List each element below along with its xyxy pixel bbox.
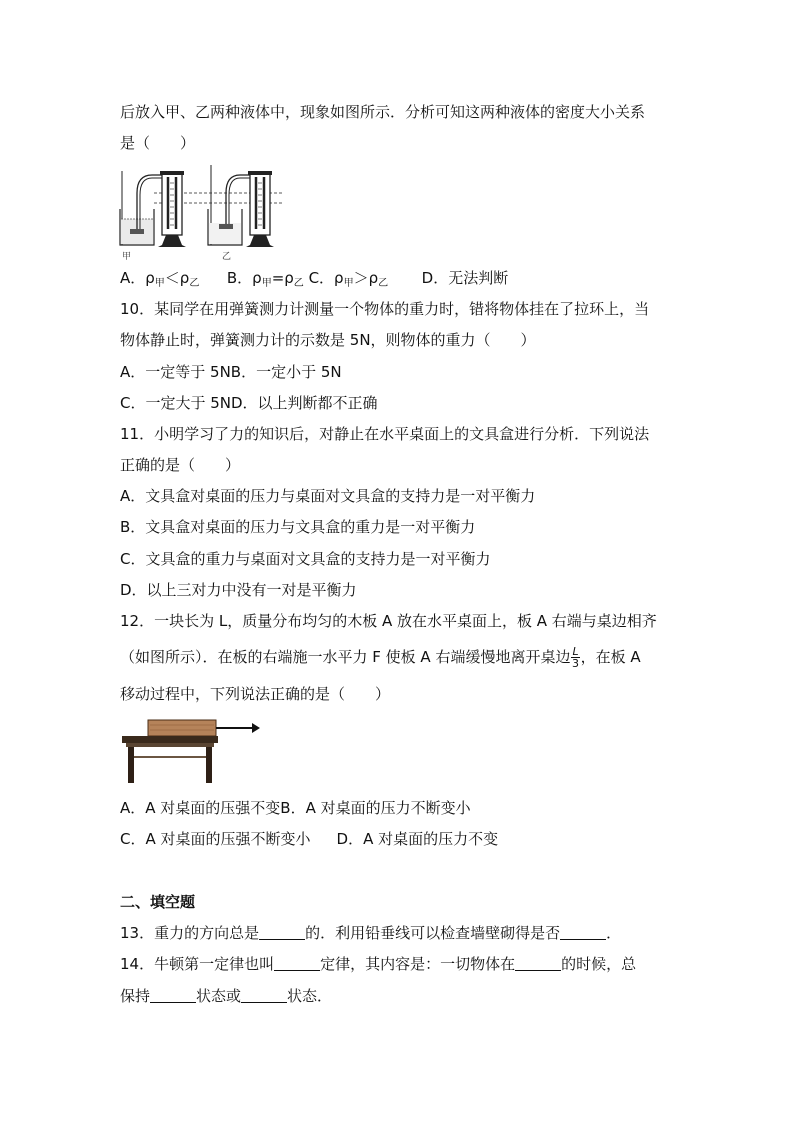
q12-options-cd: C．A 对桌面的压强不断变小 D．A 对桌面的压力不变 (120, 830, 499, 848)
q13-line: 13．重力的方向总是 的．利用铅垂线可以检查墙壁砌得是否 ． (120, 924, 622, 942)
q12-line2: （如图所示）．在板的右端施一水平力 F 使板 A 右端缓慢地离开桌边 $\frac{L}{3}$ ，在板 A (120, 645, 641, 670)
q9-option-b: B．$\rho_甲=\rho_乙$ (226, 269, 304, 289)
q11-option-d: D．以上三对力中没有一对是平衡力 (120, 581, 357, 599)
fraction-l-over-3: $\frac{L}{3}$ (572, 645, 580, 670)
fig-label-yi: 乙 (222, 252, 232, 261)
q9-line2: 是（ ） (120, 134, 196, 152)
q11-line1: 11．小明学习了力的知识后，对静止在水平桌面上的文具盒进行分析．下列说法 (120, 425, 650, 443)
q12-line1: 12．一块长为 L，质量分布均匀的木板 A 放在水平桌面上，板 A 右端与桌边相齐 (120, 612, 657, 630)
q11-line2: 正确的是（ ） (120, 456, 241, 474)
q12-line3: 移动过程中，下列说法正确的是（ ） (120, 685, 391, 703)
q10-options-cd: C．一定大于 5ND．以上判断都不正确 (120, 394, 378, 412)
section-title: 二、填空题 (120, 893, 196, 911)
q11-option-b: B．文具盒对桌面的压力与文具盒的重力是一对平衡力 (120, 518, 476, 536)
fig-label-jia: 甲 (122, 252, 132, 261)
q10-options-ab: A．一定等于 5NB．一定小于 5N (120, 363, 342, 381)
q9-line1: 后放入甲、乙两种液体中，现象如图所示．分析可知这两种液体的密度大小关系 (120, 103, 646, 121)
table-board-figure (120, 716, 262, 786)
q9-option-a: A．$\rho_甲<\rho_乙$ (120, 269, 200, 289)
q13-blank-1[interactable] (259, 925, 305, 940)
q14-line2: 保持 状态或 状态． (120, 987, 333, 1005)
pressure-gauge-figure (118, 163, 284, 261)
q10-line1: 10．某同学在用弹簧测力计测量一个物体的重力时，错将物体挂在了拉环上，当 (120, 300, 650, 318)
q9-option-c: C．$\rho_甲>\rho_乙$ (308, 269, 389, 289)
q13-blank-2[interactable] (560, 925, 606, 940)
q14-blank-2[interactable] (515, 956, 561, 971)
q14-line1: 14．牛顿第一定律也叫 定律，其内容是：一切物体在 的时候，总 (120, 955, 637, 973)
q12-options-ab: A．A 对桌面的压强不变B．A 对桌面的压力不断变小 (120, 799, 471, 817)
q14-blank-3[interactable] (150, 988, 196, 1003)
q9-options (120, 268, 508, 294)
q11-option-a: A．文具盒对桌面的压力与桌面对文具盒的支持力是一对平衡力 (120, 487, 536, 505)
q14-blank-4[interactable] (241, 988, 287, 1003)
q10-line2: 物体静止时，弹簧测力计的示数是 5N，则物体的重力（ ） (120, 331, 536, 349)
q9-option-d: D．无法判断 (421, 269, 509, 287)
q11-option-c: C．文具盒的重力与桌面对文具盒的支持力是一对平衡力 (120, 550, 491, 568)
q14-blank-1[interactable] (274, 956, 320, 971)
